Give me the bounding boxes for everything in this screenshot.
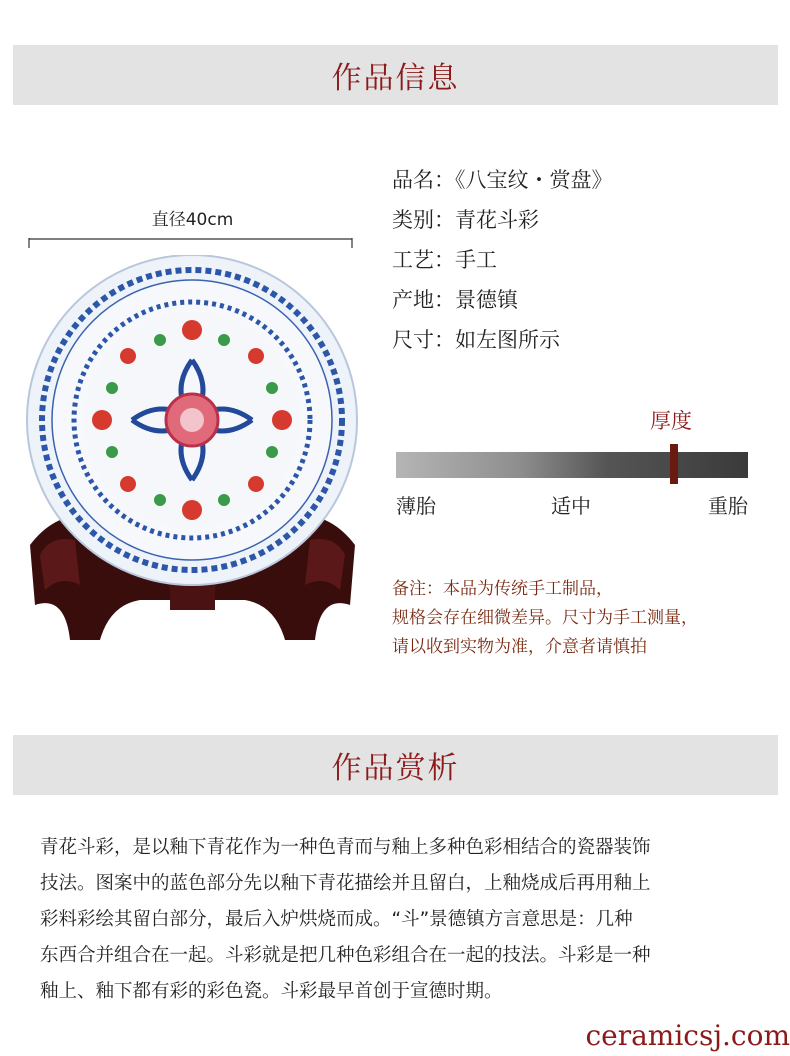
plate-illustration: [20, 255, 365, 665]
product-note: [392, 575, 698, 662]
info-category: 类别：青花斗彩: [392, 208, 539, 232]
note-line: 备注：本品为传统手工制品，: [392, 579, 613, 599]
dimension-label: 直径40cm: [151, 210, 234, 230]
thickness-label-thin: 薄胎: [396, 494, 436, 518]
info-size: 尺寸：如左图所示: [392, 328, 560, 352]
section-title-appreciation: 作品赏析: [331, 751, 460, 786]
note-line: 规格会存在细微差异。尺寸为手工测量，: [392, 608, 698, 628]
section-banner-appreciation: [13, 735, 778, 795]
description-line: 青花斗彩，是以釉下青花作为一种色青而与釉上多种色彩相结合的瓷器装饰: [40, 837, 651, 858]
description-line: 彩料彩绘其留白部分，最后入炉烘烧而成。“斗”景德镇方言意思是：几种: [40, 909, 633, 930]
thickness-title: 厚度: [650, 409, 692, 433]
section-banner-info: [13, 45, 778, 105]
section-title-info: 作品信息: [331, 61, 460, 96]
product-image: [20, 195, 365, 665]
description-line: 技法。图案中的蓝色部分先以釉下青花描绘并且留白，上釉烧成后再用釉上: [40, 873, 651, 894]
thickness-label-medium: 适中: [551, 494, 591, 518]
description-line: 东西合并组合在一起。斗彩就是把几种色彩组合在一起的技法。斗彩是一种: [40, 945, 651, 966]
info-origin: 产地：景德镇: [392, 288, 518, 312]
note-line: 请以收到实物为准，介意者请慎拍: [392, 637, 647, 657]
watermark: ceramicsj.com: [585, 1019, 790, 1052]
porcelain-plate: [27, 255, 357, 585]
appreciation-text: [40, 830, 760, 1010]
thickness-label-heavy: 重胎: [708, 494, 748, 518]
thickness-bar: [396, 452, 748, 478]
info-name: 品名：《八宝纹・赏盘》: [392, 168, 613, 192]
product-info-list: [392, 160, 613, 360]
thickness-marker: [670, 444, 678, 484]
dimension-line: [28, 238, 353, 248]
info-craft: 工艺：手工: [392, 248, 497, 272]
description-line: 釉上、釉下都有彩的彩色瓷。斗彩最早首创于宣德时期。: [40, 981, 503, 1002]
